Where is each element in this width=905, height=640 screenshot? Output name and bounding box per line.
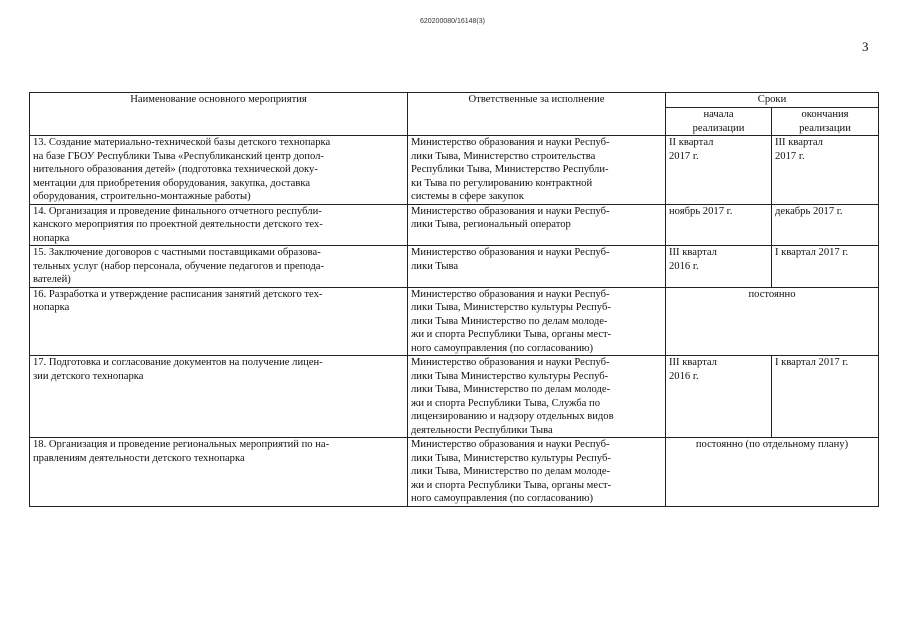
responsible-cell: Министерство образования и науки Респуб- лики Тыва Министерство культуры Респуб- лики Тыва, Министерство по делам молоде- жи и спорта Республики Тыва, Служба по лицензированию и надзору отдельных видов деятельности Республики Тыва [408, 356, 666, 438]
header-activity: Наименование основного мероприятия [30, 93, 408, 136]
table-row [30, 204, 879, 246]
header-start: начала реализации [666, 108, 772, 136]
table-row [30, 356, 879, 438]
header-deadlines: Сроки [666, 93, 879, 108]
page-number: 3 [862, 39, 869, 54]
end-cell: I квартал 2017 г. [772, 246, 879, 288]
responsible-cell: Министерство образования и науки Респуб- лики Тыва, Министерство культуры Респуб- лики Тыва Министерство по делам молоде- жи и спорта Республики Тыва, органы мест- ного самоуправления (по согласованию) [408, 287, 666, 356]
activity-cell: 15. Заключение договоров с частными поставщиками образова- тельных услуг (набор персонала, обучение педагогов и препода- вателей) [30, 246, 408, 288]
activity-cell: 18. Организация и проведение региональных мероприятий по на- правлениям деятельности детского технопарка [30, 438, 408, 507]
document-id: 620200080/16148(3) [419, 18, 485, 25]
table-row [30, 136, 879, 205]
start-cell: III квартал 2016 г. [666, 356, 772, 438]
header-responsible: Ответственные за исполнение [408, 93, 666, 136]
activity-cell: 14. Организация и проведение финального отчетного республи- канского мероприятия по проектной деятельности детского тех- нопарка [30, 204, 408, 246]
activity-cell: 17. Подготовка и согласование документов на получение лицен- зии детского технопарка [30, 356, 408, 438]
table-row [30, 438, 879, 507]
responsible-cell: Министерство образования и науки Респуб- лики Тыва, Министерство культуры Респуб- лики Тыва, Министерство по делам молоде- жи и спорта Республики Тыва, органы мест- ного самоуправления (по согласованию) [408, 438, 666, 507]
start-cell: II квартал 2017 г. [666, 136, 772, 205]
table-row [30, 246, 879, 288]
table-row [30, 287, 879, 356]
activity-cell: 16. Разработка и утверждение расписания занятий детского тех- нопарка [30, 287, 408, 356]
responsible-cell: Министерство образования и науки Респуб- лики Тыва [408, 246, 666, 288]
activities-table [29, 92, 879, 507]
deadline-merged-cell: постоянно (по отдельному плану) [666, 438, 879, 507]
end-cell: декабрь 2017 г. [772, 204, 879, 246]
header-end: окончания реализации [772, 108, 879, 136]
end-cell: III квартал 2017 г. [772, 136, 879, 205]
responsible-cell: Министерство образования и науки Респуб- лики Тыва, региональный оператор [408, 204, 666, 246]
activity-cell: 13. Создание материально-технической базы детского технопарка на базе ГБОУ Республики Тыва «Республиканский центр допол- нительного образования детей» (подготовка технической доку- ментации для приобретения оборудования, закупка, доставка оборудования, строительно-монтажные работы) [30, 136, 408, 205]
start-cell: ноябрь 2017 г. [666, 204, 772, 246]
start-cell: III квартал 2016 г. [666, 246, 772, 288]
responsible-cell: Министерство образования и науки Респуб- лики Тыва, Министерство строительства Республики Тыва, Министерство Республи- ки Тыва по регулированию контрактной системы в сфере закупок [408, 136, 666, 205]
deadline-merged-cell: постоянно [666, 287, 879, 356]
end-cell: I квартал 2017 г. [772, 356, 879, 438]
